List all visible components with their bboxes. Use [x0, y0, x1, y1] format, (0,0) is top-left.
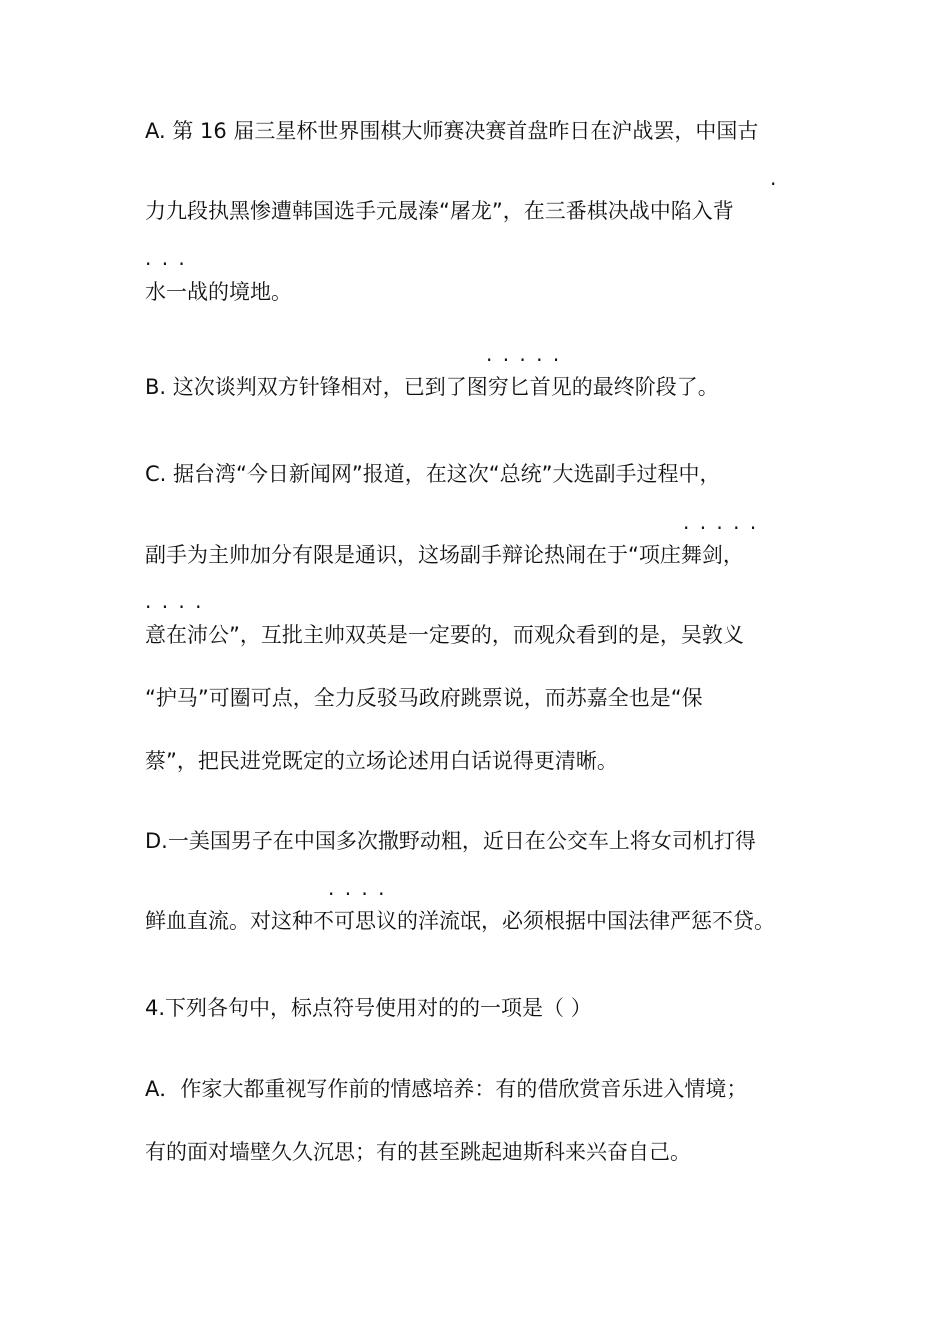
option-b-line-1: B. 这次谈判双方针锋相对，已到了图穷匕首见的最终阶段了。 — [145, 375, 719, 399]
emphasis-dots-xiangzhuang: · · · · · — [683, 516, 759, 540]
option-c-line-1: C. 据台湾“今日新闻网”报道，在这次“总统”大选副手过程中， — [145, 462, 721, 486]
option-c-line-4: “护马”可圈可点，全力反驳马政府跳票说，而苏嘉全也是“保 — [145, 686, 703, 710]
emphasis-dot-bei: · — [770, 172, 779, 196]
option-c-line-2: 副手为主帅加分有限是通识，这场副手辩论热闹在于“项庄舞剑， — [145, 543, 744, 567]
question-4-option-a-line-2: 有的面对墙壁久久沉思；有的甚至跳起迪斯科来兴奋自己。 — [145, 1140, 691, 1164]
option-c-line-5: 蔡”，把民进党既定的立场论述用白话说得更清晰。 — [145, 749, 618, 773]
question-4-option-a-line-1: A．作家大都重视写作前的情感培养：有的借欣赏音乐进入情境； — [145, 1077, 748, 1101]
emphasis-dots-bukesiyi: · · · · — [328, 882, 387, 906]
option-c-line-3: 意在沛公”，互批主帅双英是一定要的，而观众看到的是，吴敦义 — [145, 623, 744, 647]
option-d-line-1: D.一美国男子在中国多次撒野动粗，近日在公交车上将女司机打得 — [145, 829, 756, 853]
question-4-stem: 4.下列各句中，标点符号使用对的的一项是（ ） — [145, 996, 592, 1020]
emphasis-dots-tuqiong: · · · · · — [486, 348, 562, 372]
emphasis-dots-shuiyizhan: · · · — [145, 252, 187, 276]
option-a-line-1: A. 第 16 届三星杯世界围棋大师赛决赛首盘昨日在沪战罢，中国古 — [145, 119, 759, 143]
option-d-line-2: 鲜血直流。对这种不可思议的洋流氓，必须根据中国法律严惩不贷。 — [145, 909, 775, 933]
emphasis-dots-yizaipeigong: · · · · — [145, 595, 204, 619]
option-a-line-2: 力九段执黑惨遭韩国选手元晟溱“屠龙”，在三番棋决战中陷入背 — [145, 199, 734, 223]
option-a-line-3: 水一战的境地。 — [145, 280, 292, 304]
